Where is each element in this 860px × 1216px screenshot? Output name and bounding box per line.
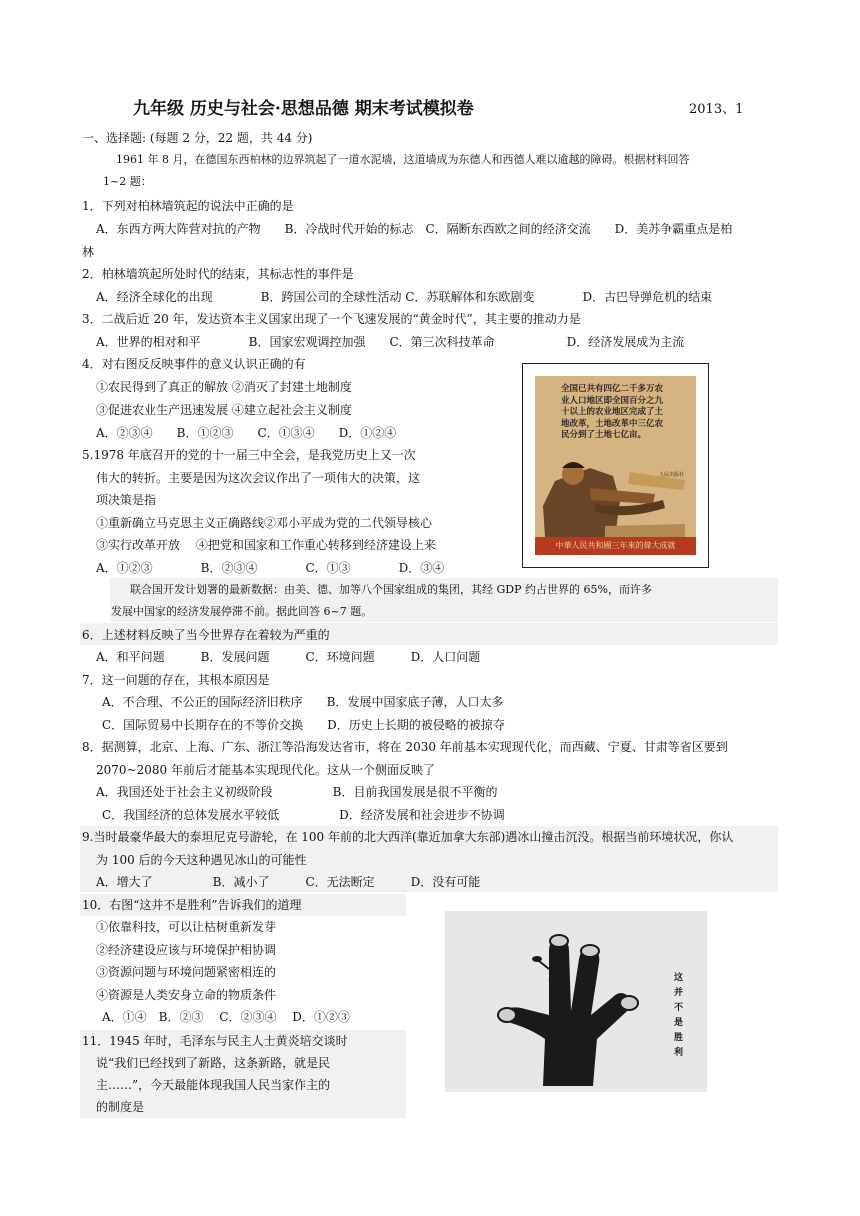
q4-line-1: ①农民得到了真正的解放 ②消灭了封建土地制度	[96, 380, 352, 394]
q7-options-1: A．不合理、不公正的国际经济旧秩序 B．发展中国家底子薄，人口太多	[102, 695, 504, 709]
material-2-line2: 发展中国家的经济发展停滞不前。据此回答 6~7 题。	[111, 605, 373, 618]
q10-line-4: ④资源是人类安身立命的物质条件	[96, 988, 277, 1002]
q7-stem: 7．这一问题的存在，其根本原因是	[82, 673, 270, 687]
q4-stem: 4．对右图反反映事件的意义认识正确的有	[82, 357, 306, 371]
poster-band: 中華人民共和國三年來的偉大成就	[535, 537, 696, 555]
q1-options-line2: 林	[82, 245, 95, 259]
q8-stem-line1: 8．据测算，北京、上海、广东、浙江等沿海发达省市，将在 2030 年前基本实现现代化，而西藏、宁夏、甘肃等省区要到	[82, 740, 728, 754]
q10-line-2: ②经济建设应该与环境保护相协调	[96, 943, 277, 957]
q2-options: A．经济全球化的出现 B．跨国公司的全球性活动 C．苏联解体和东欧剧变 D．古巴导弹危机的结束	[96, 290, 713, 304]
q1-options-line1: A．东西方两大阵营对抗的产物 B．冷战时代开始的标志 C．隔断东西欧之间的经济交流 D．美苏争霸重点是柏	[96, 222, 733, 236]
poster-text: 全国已共有四亿二千多万农业人口地区即全国百分之九十以上的农业地区完成了土地改革，土地改革中三亿农民分到了土地七亿亩。	[561, 384, 664, 440]
intro-line-2: 1~2 题：	[103, 175, 152, 188]
q4-line-2: ③促进农业生产迅速发展 ④建立起社会主义制度	[96, 403, 352, 417]
q9-stem-line1: 9.当时最豪华最大的泰坦尼克号游轮，在 100 年前的北大西洋(靠近加拿大东部)遇冰山撞击沉没。根据当前环境状况，你认	[82, 830, 734, 844]
q8-options-1: A．我国还处于社会主义初级阶段 B．目前我国发展是很不平衡的	[96, 785, 498, 799]
material-2-line1: 联合国开发计划署的最新数据：由美、德、加等八个国家组成的集团，其经 GDP 约占世界的 65%，而许多	[130, 583, 652, 596]
q5-options: A．①②③ B．②③④ C．①③ D．③④	[96, 561, 445, 575]
poster-artwork	[535, 376, 696, 555]
q5-line-1: ①重新确立马克思主义正确路线②邓小平成为党的二代领导核心	[96, 516, 433, 530]
q8-options-2: C．我国经济的总体发展水平较低 D．经济发展和社会进步不协调	[102, 808, 505, 822]
q2-stem: 2．柏林墙筑起所处时代的结束，其标志性的事件是	[82, 267, 354, 281]
q9-stem-line2: 为 100 后的今天这种遇见冰山的可能性	[96, 853, 307, 867]
hand-image-caption: 这并不是胜利	[674, 973, 684, 1058]
q10-line-1: ①依靠科技，可以让枯树重新发芽	[96, 920, 277, 934]
q9-options: A．增大了 B．减小了 C．无法断定 D．没有可能	[96, 875, 481, 889]
q5-stem-line2: 伟大的转折。主要是因为这次会议作出了一项伟大的决策，这	[96, 471, 421, 485]
q5-stem-line1: 5.1978 年底召开的党的十一届三中全会，是我党历史上又一次	[82, 448, 416, 462]
q3-stem: 3．二战后近 20 年，发达资本主义国家出现了一个飞速发展的“黄金时代”，其主要的推动力是	[82, 312, 581, 326]
page-title: 九年级 历史与社会·思想品德 期末考试模拟卷	[133, 99, 474, 119]
not-a-victory-image	[445, 911, 707, 1092]
q6-options: A．和平问题 B．发展问题 C．环境问题 D．人口问题	[96, 650, 481, 664]
exam-date: 2013、1	[689, 102, 744, 117]
tree-hand-illustration	[445, 911, 707, 1092]
q10-options: A．①④ B．②③ C．②③④ D．①②③	[102, 1010, 350, 1024]
poster-signature: 人民出版社	[659, 472, 685, 478]
q11-line-1: 11．1945 年时，毛泽东与民主人士黄炎培交谈时	[82, 1034, 348, 1048]
q10-stem: 10．右图“这并不是胜利”告诉我们的道理	[82, 898, 302, 912]
q8-stem-line2: 2070~2080 年前后才能基本实现现代化。这从一个侧面反映了	[96, 763, 435, 777]
q7-options-2: C．国际贸易中长期存在的不等价交换 D．历史上长期的被侵略的被掠夺	[102, 718, 505, 732]
intro-line-1: 1961 年 8 月，在德国东西柏林的边界筑起了一道水泥墙，这道墙成为东德人和西德人难以逾越的障碍。根据材料回答	[116, 153, 690, 166]
q1-stem: 1．下列对柏林墙筑起的说法中正确的是	[82, 199, 294, 213]
q11-line-3: 主……”，今天最能体现我国人民当家作主的	[96, 1078, 331, 1092]
q4-options: A．②③④ B．①②③ C．①③④ D．①②④	[96, 426, 397, 440]
section-heading: 一、选择题: (每题 2 分，22 题，共 44 分)	[82, 131, 313, 145]
q11-line-4: 的制度是	[96, 1100, 145, 1114]
q3-options: A．世界的相对和平 B．国家宏观调控加强 C．第三次科技革命 D．经济发展成为主流	[96, 335, 685, 349]
q11-line-2: 说“我们已经找到了新路，这条新路，就是民	[96, 1056, 331, 1070]
q6-stem: 6．上述材料反映了当今世界存在着较为严重的	[82, 628, 330, 642]
q5-line-2: ③实行改革开放 ④把党和国家和工作重心转移到经济建设上来	[96, 538, 436, 552]
q10-line-3: ③资源问题与环境问题紧密相连的	[96, 965, 277, 979]
land-reform-poster	[522, 363, 709, 568]
q5-stem-line3: 项决策是指	[96, 493, 157, 507]
